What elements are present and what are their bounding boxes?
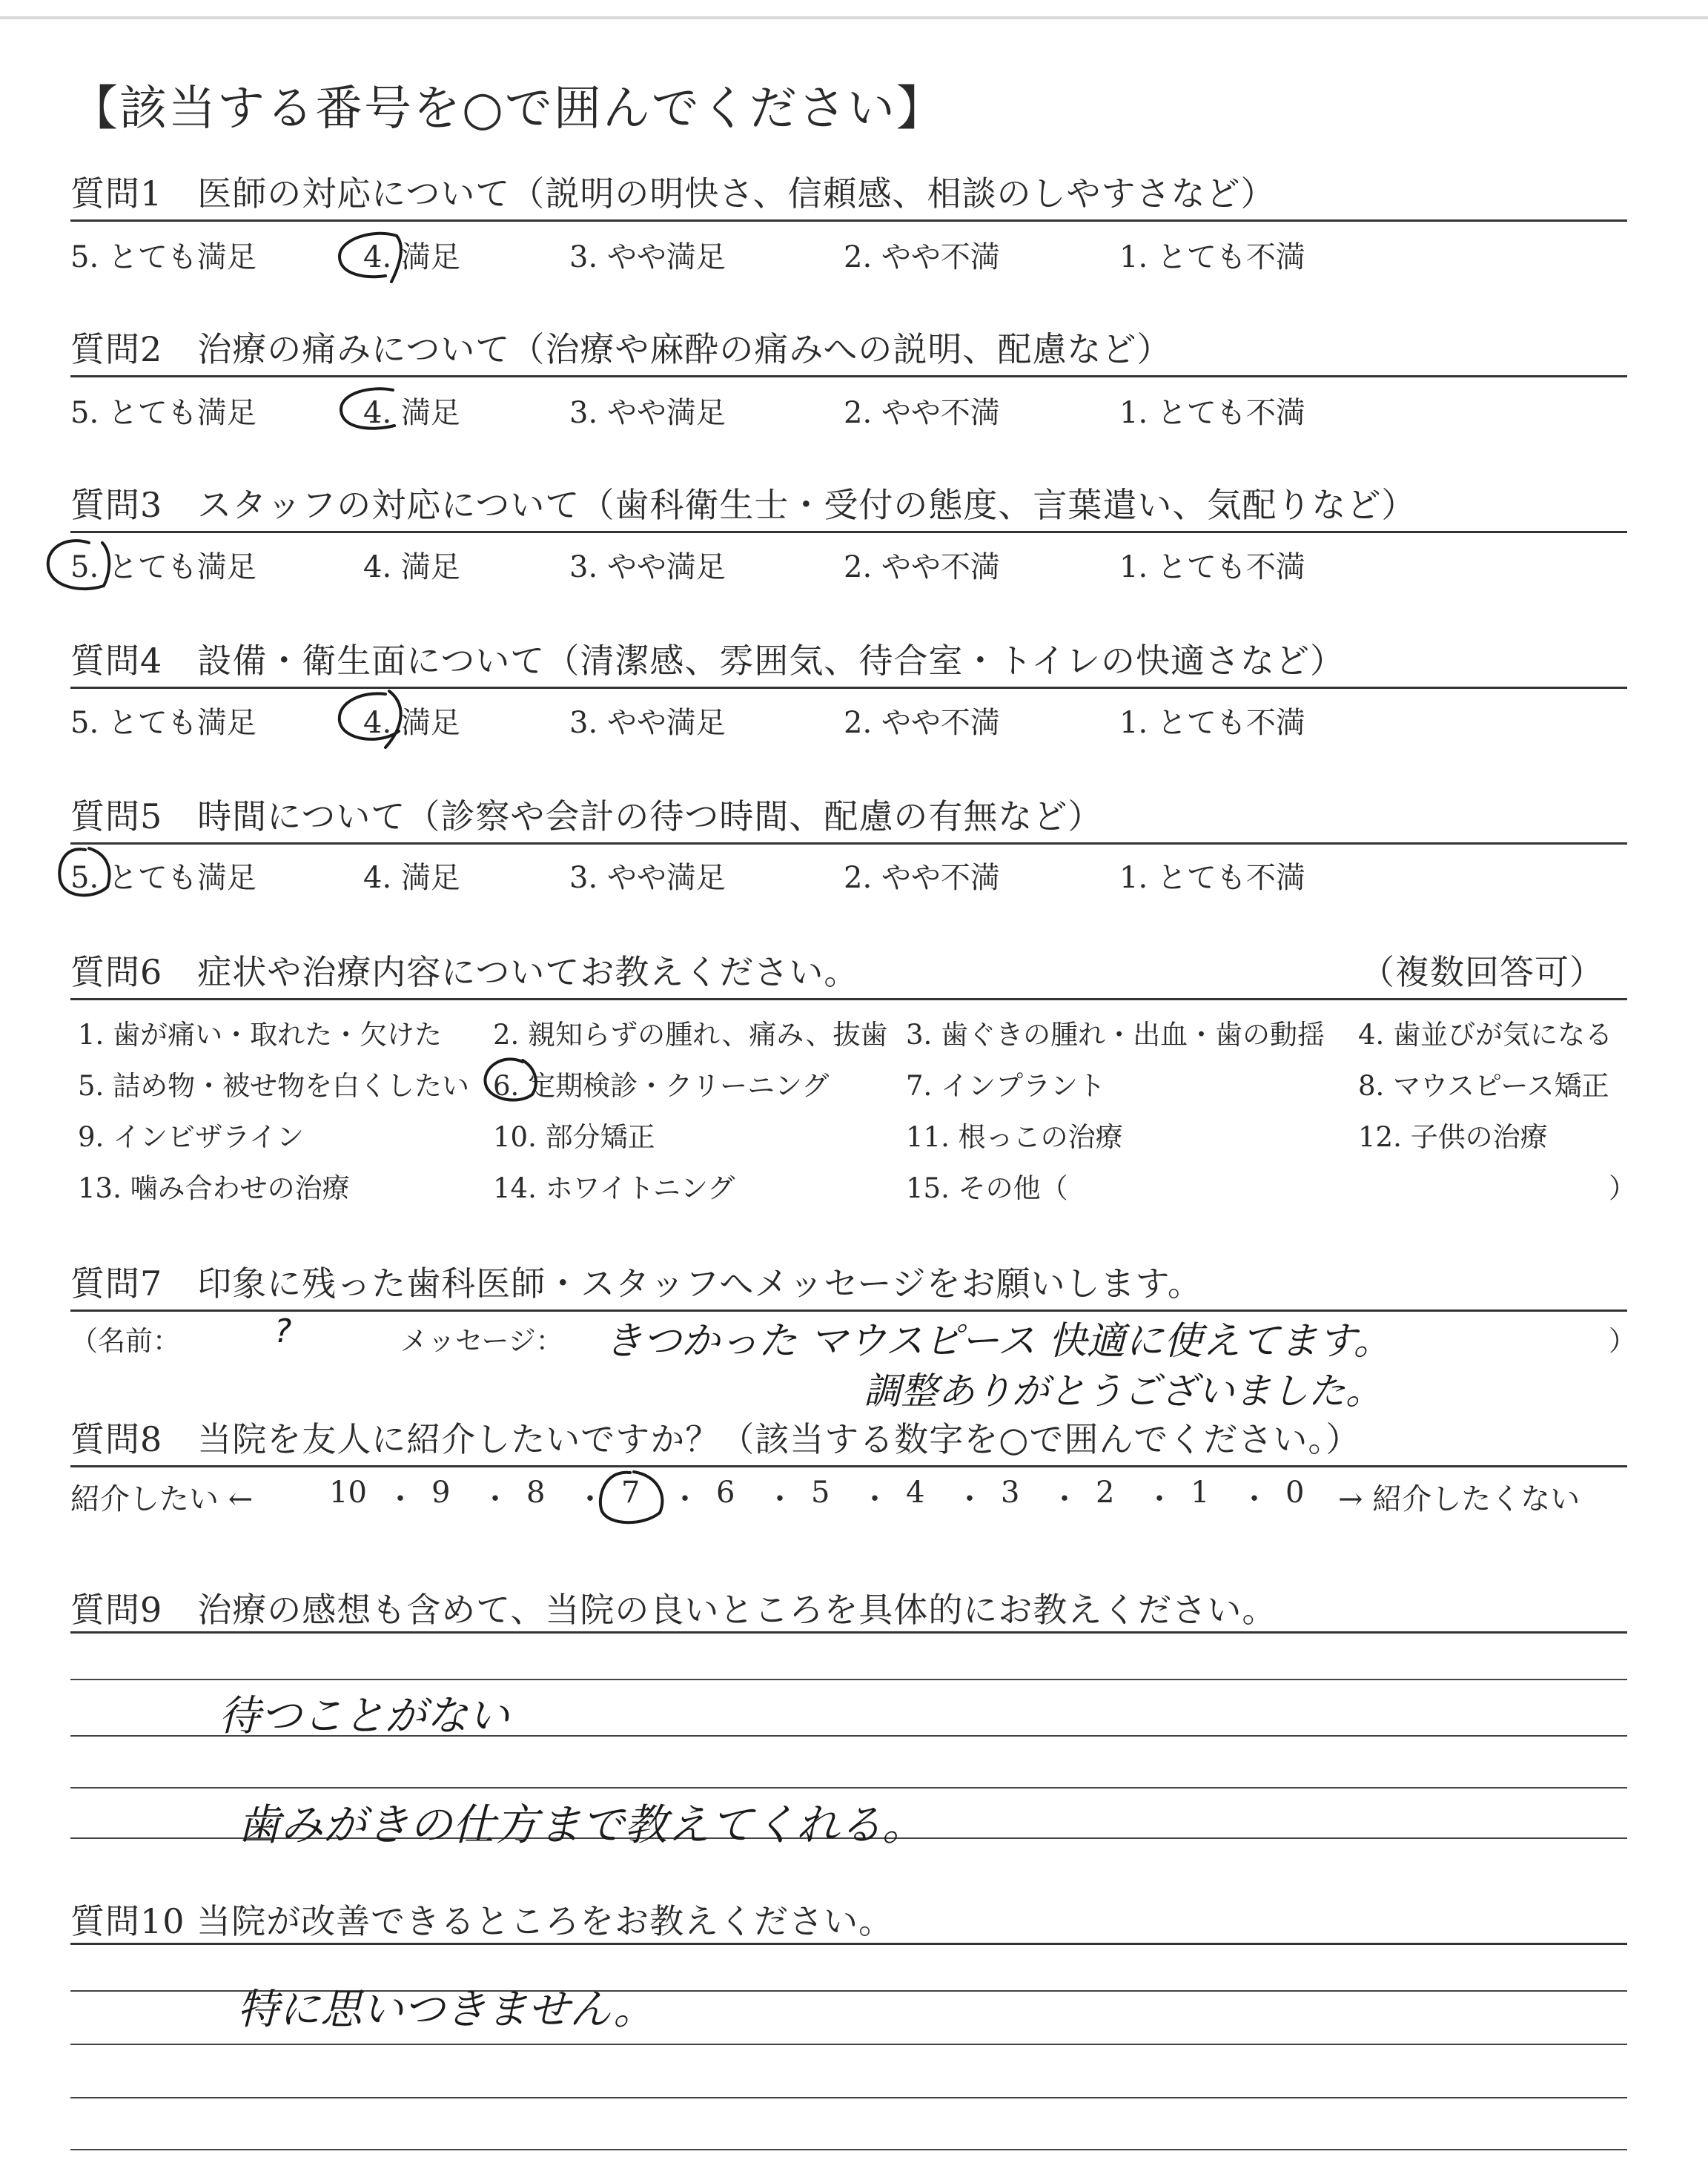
- q8-number-9[interactable]: 9: [431, 1476, 451, 1510]
- q6-option-8[interactable]: 8. マウスピース矯正: [1358, 1070, 1609, 1102]
- q8-separator-dot: ・: [765, 1482, 795, 1516]
- q8-title: 質問8 当院を友人に紹介したいですか？（該当する数字を○で囲んでください。）: [70, 1419, 1361, 1459]
- q4-option-3[interactable]: 3. やや満足: [569, 706, 726, 740]
- q8-separator-dot: ・: [480, 1482, 510, 1516]
- q8-number-1[interactable]: 1: [1191, 1476, 1210, 1510]
- q8-number-6[interactable]: 6: [716, 1476, 735, 1510]
- q1-option-2[interactable]: 2. やや不満: [844, 240, 1000, 274]
- q8-separator-dot: ・: [385, 1482, 415, 1516]
- q7-name-value[interactable]: ?: [274, 1312, 292, 1350]
- q4-title: 質問4 設備・衛生面について（清潔感、雰囲気、待合室・トイレの快適さなど）: [70, 641, 1345, 681]
- q8-separator-dot: ・: [860, 1482, 890, 1516]
- q1-option-3[interactable]: 3. やや満足: [569, 240, 726, 274]
- q8-right-label: → 紹介したくない: [1338, 1482, 1580, 1516]
- q3-title: 質問3 スタッフの対応について（歯科衛生士・受付の態度、言葉遣い、気配りなど）: [70, 485, 1417, 525]
- q5-option-1[interactable]: 1. とても不満: [1119, 861, 1305, 895]
- q6-option-10[interactable]: 10. 部分矯正: [493, 1121, 655, 1153]
- q4-option-2[interactable]: 2. やや不満: [844, 706, 1000, 740]
- q3-option-2[interactable]: 2. やや不満: [844, 550, 1000, 584]
- q5-title: 質問5 時間について（診察や会計の待つ時間、配慮の有無など）: [70, 796, 1103, 836]
- q6-option-11[interactable]: 11. 根っこの治療: [906, 1121, 1123, 1153]
- q8-number-8[interactable]: 8: [526, 1476, 546, 1510]
- q7-close-paren: ）: [1609, 1325, 1636, 1357]
- q3-option-4[interactable]: 4. 満足: [363, 550, 460, 584]
- q6-other-close-paren: ）: [1609, 1172, 1636, 1204]
- q2-option-4[interactable]: 4. 満足: [363, 396, 460, 430]
- q2-option-3[interactable]: 3. やや満足: [569, 396, 726, 430]
- q4-selected-circle: [340, 691, 401, 747]
- q3-selected-circle: [48, 541, 110, 589]
- q8-number-7[interactable]: 7: [621, 1476, 640, 1510]
- q9-answer-line-2[interactable]: 歯みがきの仕方まで教えてくれる。: [237, 1800, 926, 1850]
- q5-selected-circle: [59, 848, 109, 895]
- q8-number-4[interactable]: 4: [906, 1476, 925, 1510]
- q6-option-13[interactable]: 13. 噛み合わせの治療: [78, 1172, 350, 1204]
- q1-selected-circle: [340, 234, 401, 282]
- q6-option-4[interactable]: 4. 歯並びが気になる: [1358, 1019, 1613, 1051]
- q10-title: 質問10 当院が改善できるところをお教えください。: [70, 1901, 894, 1941]
- q8-separator-dot: ・: [1239, 1482, 1269, 1516]
- q7-message-line-1[interactable]: きつかった マウスピース 快適に使えてます。: [604, 1319, 1392, 1364]
- q7-title: 質問7 印象に残った歯科医師・スタッフへメッセージをお願いします。: [70, 1264, 1202, 1304]
- q4-option-1[interactable]: 1. とても不満: [1119, 706, 1305, 740]
- q8-number-3[interactable]: 3: [1001, 1476, 1020, 1510]
- q6-option-2[interactable]: 2. 親知らずの腫れ、痛み、抜歯: [493, 1019, 888, 1051]
- q8-separator-dot: ・: [670, 1482, 700, 1516]
- q8-left-label: 紹介したい ←: [70, 1482, 254, 1516]
- q1-option-1[interactable]: 1. とても不満: [1119, 240, 1305, 274]
- q1-option-5[interactable]: 5. とても満足: [70, 240, 256, 274]
- q2-selected-circle: [341, 389, 394, 428]
- q7-message-label: メッセージ：: [400, 1325, 563, 1357]
- q5-option-2[interactable]: 2. やや不満: [844, 861, 1000, 895]
- page-title: 【該当する番号を○で囲んでください】: [70, 82, 945, 136]
- q6-title: 質問6 症状や治療内容についてお教えください。: [70, 952, 859, 992]
- q8-number-2[interactable]: 2: [1096, 1476, 1115, 1510]
- q6-option-6[interactable]: 6. 定期検診・クリーニング: [493, 1070, 830, 1102]
- q8-selected-circle: [600, 1472, 663, 1522]
- q8-number-0[interactable]: 0: [1285, 1476, 1305, 1510]
- q5-option-4[interactable]: 4. 満足: [363, 861, 460, 895]
- q8-separator-dot: ・: [1145, 1482, 1174, 1516]
- q7-message-line-2[interactable]: 調整ありがとうございました。: [864, 1370, 1383, 1413]
- q5-option-3[interactable]: 3. やや満足: [569, 861, 726, 895]
- q9-answer-line-1[interactable]: 待つことがない: [219, 1692, 509, 1740]
- q8-separator-dot: ・: [955, 1482, 984, 1516]
- q10-answer-line-1[interactable]: 特に思いつきません。: [237, 1986, 655, 2034]
- q6-option-5[interactable]: 5. 詰め物・被せ物を白くしたい: [78, 1070, 470, 1102]
- q2-option-2[interactable]: 2. やや不満: [844, 396, 1000, 430]
- q1-option-4[interactable]: 4. 満足: [363, 240, 460, 274]
- q5-option-5[interactable]: 5. とても満足: [70, 861, 256, 895]
- q6-multiple-note: （複数回答可）: [1360, 952, 1604, 992]
- q6-option-12[interactable]: 12. 子供の治療: [1358, 1121, 1548, 1153]
- q2-option-1[interactable]: 1. とても不満: [1119, 396, 1305, 430]
- q6-option-14[interactable]: 14. ホワイトニング: [493, 1172, 735, 1204]
- q6-option-7[interactable]: 7. インプラント: [906, 1070, 1106, 1102]
- q2-title: 質問2 治療の痛みについて（治療や麻酔の痛みへの説明、配慮など）: [70, 329, 1172, 369]
- q4-option-4[interactable]: 4. 満足: [363, 706, 460, 740]
- q1-title: 質問1 医師の対応について（説明の明快さ、信頼感、相談のしやすさなど）: [70, 174, 1276, 214]
- q9-title: 質問9 治療の感想も含めて、当院の良いところを具体的にお教えください。: [70, 1590, 1277, 1630]
- q3-option-5[interactable]: 5. とても満足: [70, 550, 256, 584]
- q6-option-3[interactable]: 3. 歯ぐきの腫れ・出血・歯の動揺: [906, 1019, 1325, 1051]
- q7-name-label: （名前：: [70, 1325, 180, 1357]
- q8-number-10[interactable]: 10: [329, 1476, 367, 1510]
- q3-option-1[interactable]: 1. とても不満: [1119, 550, 1305, 584]
- q3-option-3[interactable]: 3. やや満足: [569, 550, 726, 584]
- q4-option-5[interactable]: 5. とても満足: [70, 706, 256, 740]
- q6-option-15[interactable]: 15. その他（: [906, 1172, 1068, 1204]
- q6-option-1[interactable]: 1. 歯が痛い・取れた・欠けた: [78, 1019, 443, 1051]
- q8-separator-dot: ・: [575, 1482, 605, 1516]
- q6-option-9[interactable]: 9. インビザライン: [78, 1121, 304, 1153]
- q8-separator-dot: ・: [1050, 1482, 1079, 1516]
- q8-number-5[interactable]: 5: [811, 1476, 830, 1510]
- q2-option-5[interactable]: 5. とても満足: [70, 396, 256, 430]
- q6-selected-circle: [485, 1059, 535, 1100]
